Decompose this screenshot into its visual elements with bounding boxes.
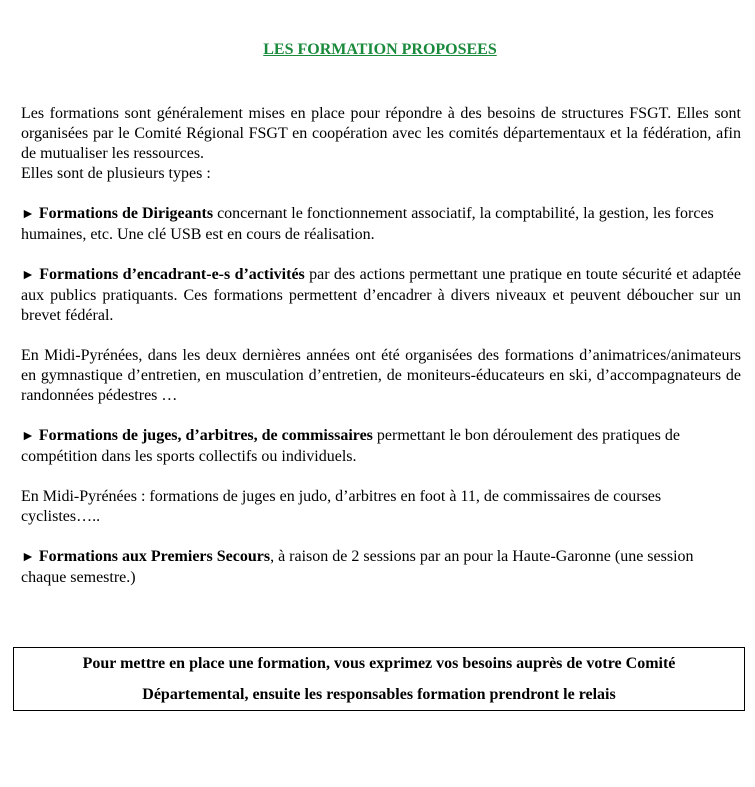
midi-pyrenees-juges-paragraph: En Midi-Pyrénées : formations de juges en judo, d’arbitres en foot à 11, de commissaires de courses cyclistes….. — [21, 488, 662, 525]
bullet-arrow-icon: ► — [21, 429, 35, 444]
notice-box — [13, 647, 745, 711]
section-text: concernant le fonctionnement associatif, la comptabilité, la gestion, les forces humaines, etc. Une clé USB est en cours de réalisation. — [21, 205, 714, 243]
intro-paragraph: Les formations sont généralement mises en place pour répondre à des besoins de structures FSGT. Elles sont organisées par le Comité Régional FSGT en coopération avec les comités départementaux et la fédération, afin de mutualiser les ressources. — [21, 105, 741, 162]
bullet-arrow-icon: ► — [21, 268, 35, 283]
section-text: , à raison de 2 sessions par an pour la Haute-Garonne (une session chaque semestre.) — [21, 548, 694, 586]
page-title: LES FORMATION PROPOSEES — [263, 41, 497, 58]
section-heading: Formations de juges, d’arbitres, de commissaires — [38, 427, 373, 444]
section-heading: Formations aux Premiers Secours — [38, 548, 271, 565]
bullet-arrow-icon: ► — [21, 207, 35, 222]
section-heading: Formations de Dirigeants — [38, 205, 214, 222]
notice-line: Départemental, ensuite les responsables formation prendront le relais — [142, 686, 616, 703]
section-dirigeants — [21, 204, 741, 245]
section-premiers-secours — [21, 547, 741, 588]
midi-pyrenees-encadrants-paragraph: En Midi-Pyrénées, dans les deux dernières années ont été organisées des formations d’animatrices/animateurs en gymnastique d’entretien, en musculation d’entretien, de moniteurs-éducateurs en ski, d’accompagnateurs de randonnées pédestres … — [21, 347, 741, 404]
section-text: permettant le bon déroulement des pratiques de compétition dans les sports collectifs ou individuels. — [21, 427, 680, 465]
bullet-arrow-icon: ► — [21, 550, 35, 565]
document-body — [21, 104, 741, 588]
section-encadrants — [21, 265, 741, 326]
section-heading: Formations d’encadrant-e-s d’activités — [39, 266, 305, 283]
intro-types-line: Elles sont de plusieurs types : — [21, 165, 211, 182]
section-juges — [21, 426, 741, 467]
notice-line: Pour mettre en place une formation, vous exprimez vos besoins auprès de votre Comité — [82, 655, 676, 672]
section-text: par des actions permettant une pratique en toute sécurité et adaptée aux publics pratiquants. Ces formations permettent d’encadrer à divers niveaux et peuvent déboucher sur un brevet fédéral. — [21, 266, 741, 324]
